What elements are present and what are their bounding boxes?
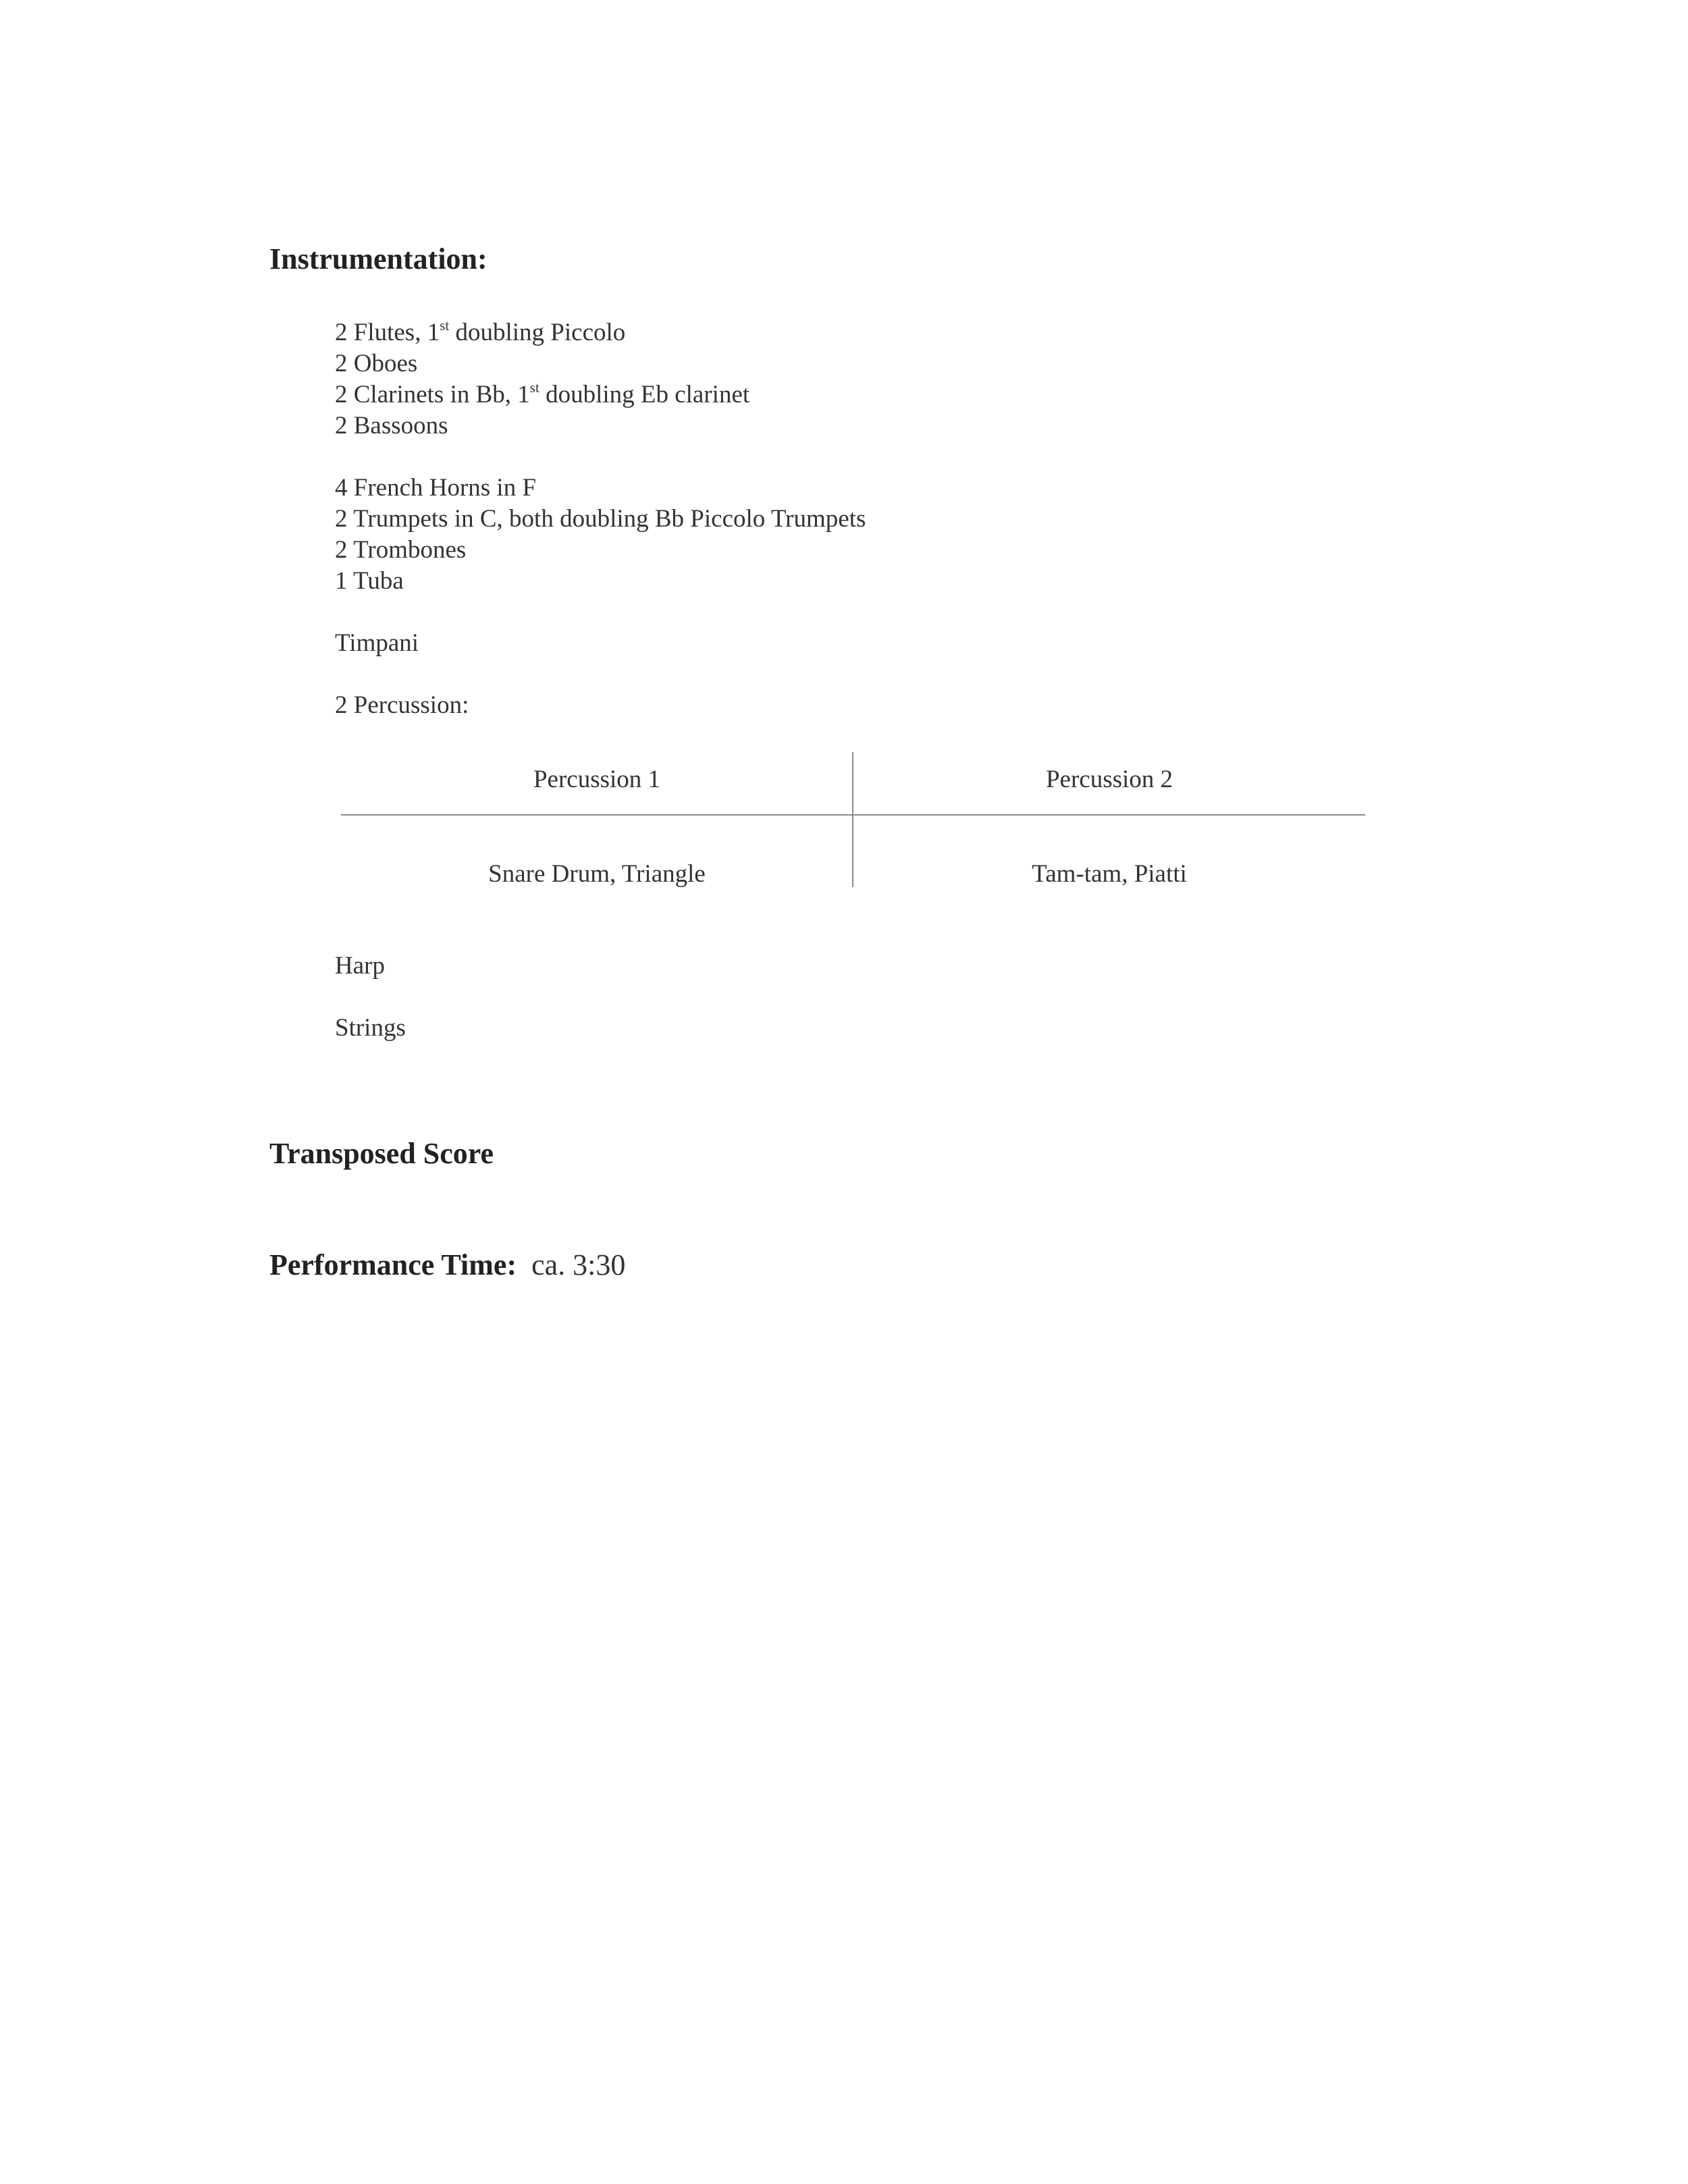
woodwind-item: 2 Clarinets in Bb, 1st doubling Eb clarinet	[335, 379, 750, 408]
woodwind-item: 2 Oboes	[335, 350, 418, 377]
percussion-label: 2 Percussion:	[335, 691, 469, 719]
list-spacer	[335, 659, 866, 690]
percussion-table	[341, 752, 1365, 887]
performance-time-label: Performance Time:	[269, 1248, 517, 1281]
timpani-item: Timpani	[335, 629, 419, 657]
instrument-list	[335, 317, 866, 721]
strings-item: Strings	[335, 1014, 406, 1042]
percussion-2-instruments: Tam-tam, Piatti	[1032, 860, 1187, 888]
transposed-score-heading: Transposed Score	[269, 1137, 494, 1170]
brass-item: 2 Trombones	[335, 536, 467, 564]
harp-item: Harp	[335, 952, 385, 980]
woodwind-item: 2 Flutes, 1st doubling Piccolo	[335, 317, 626, 346]
performance-time-value: ca. 3:30	[531, 1248, 626, 1281]
brass-item: 4 French Horns in F	[335, 474, 537, 502]
instrumentation-heading: Instrumentation:	[269, 242, 487, 275]
list-spacer	[335, 597, 866, 628]
percussion-1-header: Percussion 1	[533, 766, 661, 793]
performance-time-line	[269, 1248, 625, 1282]
brass-item: 2 Trumpets in C, both doubling Bb Piccolo Trumpets	[335, 505, 866, 533]
percussion-1-instruments: Snare Drum, Triangle	[488, 860, 706, 888]
percussion-2-header: Percussion 2	[1045, 766, 1173, 793]
brass-item: 1 Tuba	[335, 567, 404, 595]
list-spacer	[335, 442, 866, 473]
woodwind-item: 2 Bassoons	[335, 412, 448, 440]
